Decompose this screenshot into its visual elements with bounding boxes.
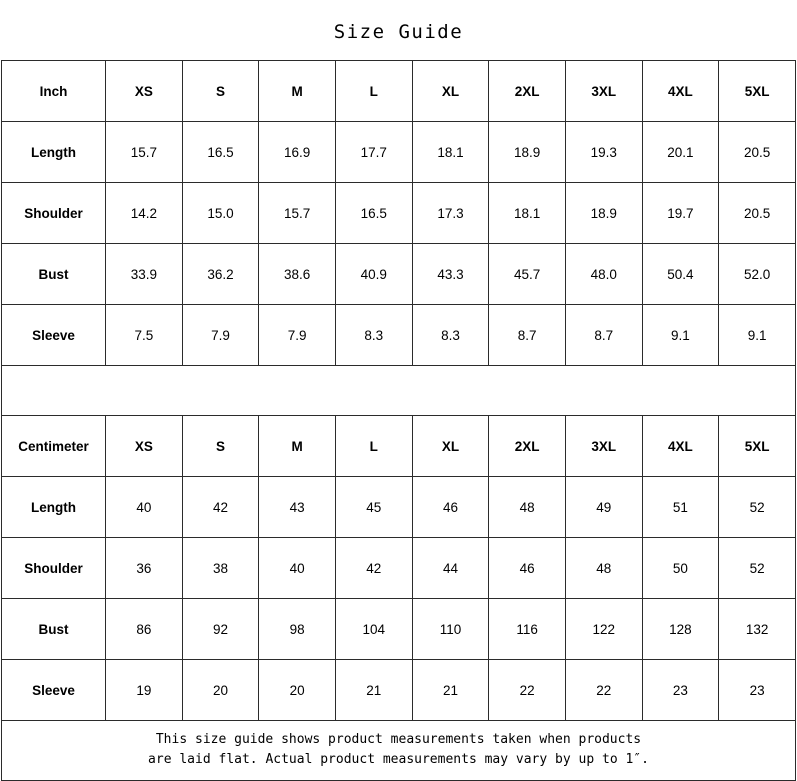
column-header-m: M (259, 61, 336, 122)
cell: 8.3 (335, 305, 412, 366)
cell: 20 (259, 660, 336, 721)
table-row (2, 660, 796, 721)
cell: 98 (259, 599, 336, 660)
column-header-unit: Centimeter (2, 416, 106, 477)
row-label-length: Length (2, 122, 106, 183)
table-separator (1, 366, 796, 415)
cell: 42 (182, 477, 259, 538)
cell: 16.9 (259, 122, 336, 183)
table-header-row (2, 61, 796, 122)
row-label-sleeve: Sleeve (2, 305, 106, 366)
cell: 52 (719, 477, 796, 538)
column-header-5xl: 5XL (719, 416, 796, 477)
cell: 38.6 (259, 244, 336, 305)
note-line-2: are laid flat. Actual product measurements may vary by up to 1″. (148, 752, 649, 767)
cell: 20 (182, 660, 259, 721)
table-row (2, 538, 796, 599)
size-guide-note (1, 721, 796, 781)
cell: 43.3 (412, 244, 489, 305)
cell: 22 (565, 660, 642, 721)
cell: 92 (182, 599, 259, 660)
cell: 8.3 (412, 305, 489, 366)
cell: 8.7 (565, 305, 642, 366)
column-header-3xl: 3XL (565, 416, 642, 477)
cell: 19.7 (642, 183, 719, 244)
cell: 104 (335, 599, 412, 660)
cell: 52 (719, 538, 796, 599)
cell: 19.3 (565, 122, 642, 183)
cell: 16.5 (335, 183, 412, 244)
cell: 44 (412, 538, 489, 599)
cell: 20.5 (719, 183, 796, 244)
cell: 18.1 (412, 122, 489, 183)
cell: 15.0 (182, 183, 259, 244)
cell: 7.9 (259, 305, 336, 366)
column-header-l: L (335, 416, 412, 477)
cell: 16.5 (182, 122, 259, 183)
cell: 48 (565, 538, 642, 599)
cell: 20.1 (642, 122, 719, 183)
cell: 19 (106, 660, 183, 721)
cell: 21 (335, 660, 412, 721)
cell: 18.1 (489, 183, 566, 244)
cell: 132 (719, 599, 796, 660)
cell: 49 (565, 477, 642, 538)
row-label-sleeve: Sleeve (2, 660, 106, 721)
cell: 36 (106, 538, 183, 599)
cell: 51 (642, 477, 719, 538)
column-header-s: S (182, 416, 259, 477)
cell: 86 (106, 599, 183, 660)
column-header-2xl: 2XL (489, 416, 566, 477)
cell: 22 (489, 660, 566, 721)
cell: 21 (412, 660, 489, 721)
cell: 17.7 (335, 122, 412, 183)
cell: 33.9 (106, 244, 183, 305)
cell: 18.9 (489, 122, 566, 183)
table-row (2, 305, 796, 366)
row-label-shoulder: Shoulder (2, 183, 106, 244)
cell: 50.4 (642, 244, 719, 305)
cell: 116 (489, 599, 566, 660)
centimeter-size-table (1, 415, 796, 721)
table-row (2, 244, 796, 305)
row-label-bust: Bust (2, 244, 106, 305)
row-label-length: Length (2, 477, 106, 538)
cell: 52.0 (719, 244, 796, 305)
cell: 7.5 (106, 305, 183, 366)
cell: 23 (642, 660, 719, 721)
cell: 15.7 (106, 122, 183, 183)
column-header-4xl: 4XL (642, 61, 719, 122)
table-row (2, 477, 796, 538)
cell: 17.3 (412, 183, 489, 244)
table-row (2, 122, 796, 183)
cell: 45.7 (489, 244, 566, 305)
column-header-l: L (335, 61, 412, 122)
page-title: Size Guide (333, 21, 464, 43)
cell: 110 (412, 599, 489, 660)
cell: 9.1 (642, 305, 719, 366)
cell: 14.2 (106, 183, 183, 244)
cell: 46 (412, 477, 489, 538)
cell: 18.9 (565, 183, 642, 244)
cell: 36.2 (182, 244, 259, 305)
table-header-row (2, 416, 796, 477)
cell: 50 (642, 538, 719, 599)
cell: 23 (719, 660, 796, 721)
cell: 40.9 (335, 244, 412, 305)
cell: 43 (259, 477, 336, 538)
cell: 128 (642, 599, 719, 660)
row-label-bust: Bust (2, 599, 106, 660)
cell: 20.5 (719, 122, 796, 183)
column-header-unit: Inch (2, 61, 106, 122)
cell: 40 (259, 538, 336, 599)
column-header-s: S (182, 61, 259, 122)
cell: 122 (565, 599, 642, 660)
column-header-3xl: 3XL (565, 61, 642, 122)
inch-size-table (1, 60, 796, 366)
row-label-shoulder: Shoulder (2, 538, 106, 599)
column-header-xs: XS (106, 416, 183, 477)
column-header-5xl: 5XL (719, 61, 796, 122)
cell: 42 (335, 538, 412, 599)
column-header-xl: XL (412, 61, 489, 122)
cell: 48.0 (565, 244, 642, 305)
column-header-xl: XL (412, 416, 489, 477)
cell: 48 (489, 477, 566, 538)
cell: 46 (489, 538, 566, 599)
note-line-1: This size guide shows product measurements taken when products (155, 732, 642, 747)
column-header-m: M (259, 416, 336, 477)
cell: 45 (335, 477, 412, 538)
column-header-2xl: 2XL (489, 61, 566, 122)
cell: 7.9 (182, 305, 259, 366)
cell: 40 (106, 477, 183, 538)
table-row (2, 183, 796, 244)
table-row (2, 599, 796, 660)
cell: 15.7 (259, 183, 336, 244)
column-header-xs: XS (106, 61, 183, 122)
cell: 9.1 (719, 305, 796, 366)
column-header-4xl: 4XL (642, 416, 719, 477)
cell: 38 (182, 538, 259, 599)
cell: 8.7 (489, 305, 566, 366)
